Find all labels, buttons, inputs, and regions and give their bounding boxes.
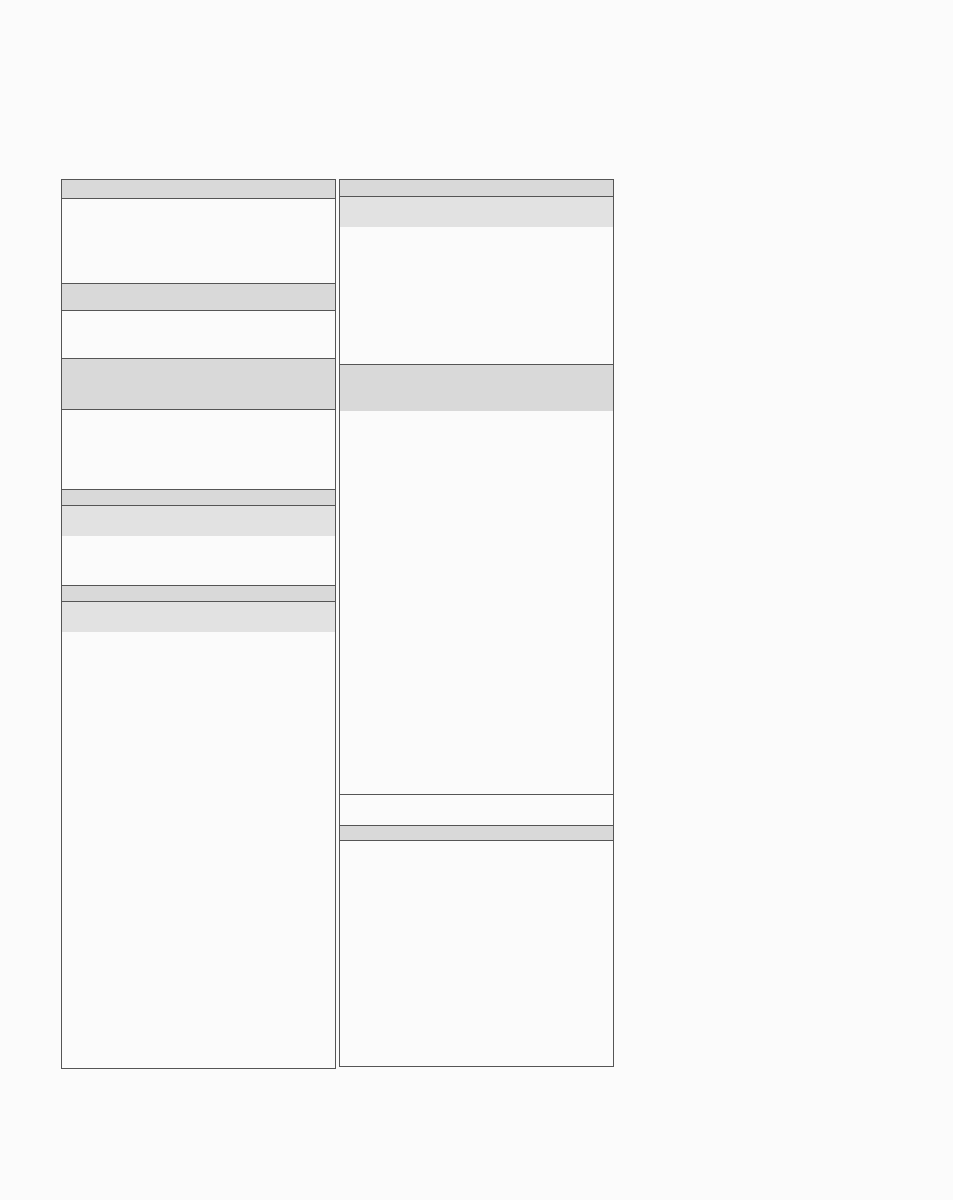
assessment-header bbox=[62, 283, 335, 311]
student-info bbox=[64, 55, 147, 91]
attendance-total bbox=[62, 448, 335, 461]
term-2025-t2-band bbox=[62, 602, 335, 632]
credit-summary-columns bbox=[340, 414, 613, 427]
right-column bbox=[339, 179, 614, 1067]
course-column-header bbox=[62, 489, 335, 506]
credit-summary-header bbox=[340, 364, 613, 411]
gpa-summary-title bbox=[62, 180, 335, 199]
term-2022-band bbox=[62, 506, 335, 536]
left-column bbox=[61, 179, 336, 1069]
attendance-header bbox=[62, 358, 335, 410]
course-column-header bbox=[340, 180, 613, 197]
course-row bbox=[340, 332, 613, 345]
wip-title bbox=[340, 825, 613, 841]
credit-total-row bbox=[340, 794, 613, 808]
course-column-header bbox=[62, 585, 335, 602]
term-2026-band bbox=[340, 197, 613, 227]
